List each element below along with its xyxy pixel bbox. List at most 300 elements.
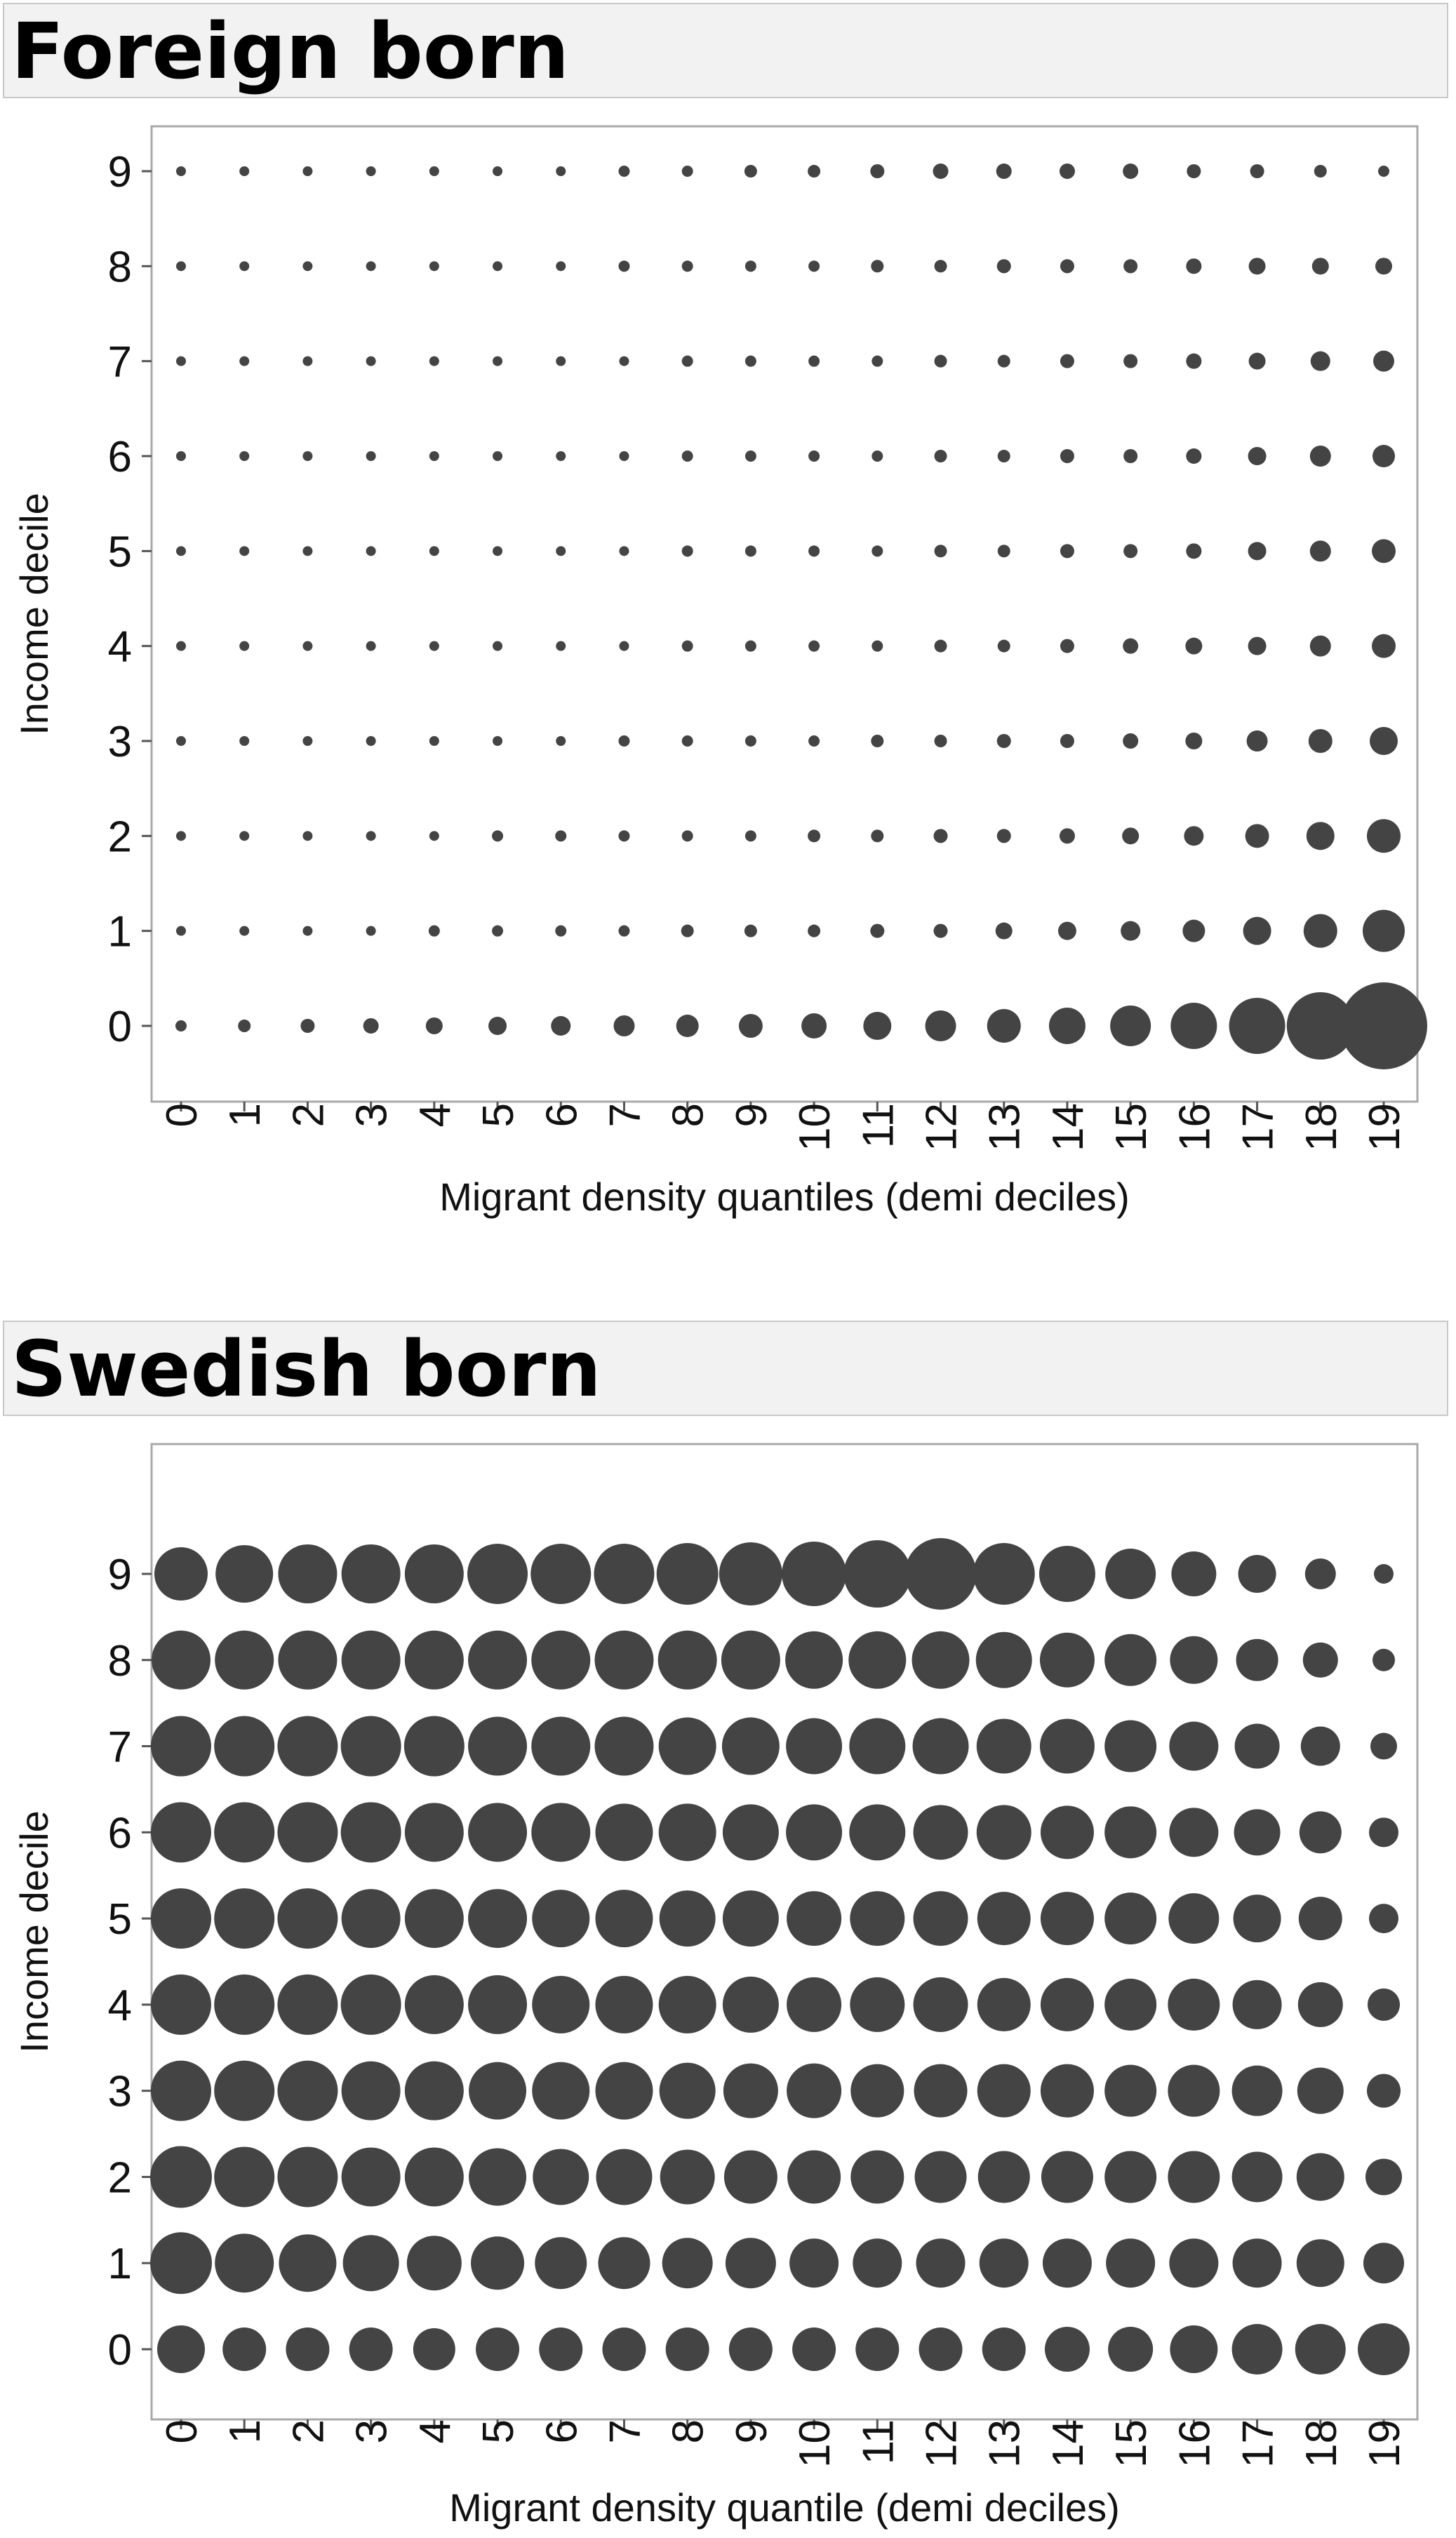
bubble-point <box>429 736 439 746</box>
x-tick-label: 14 <box>1043 2419 1093 2468</box>
y-tick-label: 5 <box>107 1895 132 1944</box>
bubble-point <box>987 1009 1021 1043</box>
bubble-point <box>1340 982 1427 1069</box>
bubble-point <box>277 2061 338 2121</box>
bubble-point <box>850 2064 904 2118</box>
y-tick-label: 8 <box>107 1636 132 1685</box>
bubble-point <box>349 2327 393 2371</box>
bubble-point <box>302 166 312 176</box>
x-tick-label: 5 <box>474 1103 523 1128</box>
bubble-point <box>853 2238 902 2287</box>
bubble-point <box>935 545 947 557</box>
panel-title-foreign: Foreign born <box>11 6 570 96</box>
bubble-point <box>176 261 186 271</box>
bubble-point <box>556 356 566 366</box>
bubble-point <box>405 2062 464 2120</box>
bubble-point <box>176 831 186 841</box>
bubble-point <box>1368 1989 1400 2021</box>
bubble-point <box>1123 163 1138 179</box>
bubble-point <box>808 165 820 178</box>
y-tick-label: 4 <box>107 622 132 672</box>
bubble-point <box>239 451 249 461</box>
bubble-point <box>745 356 756 367</box>
bubble-point <box>488 1017 507 1035</box>
bubble-point <box>302 451 312 461</box>
bubble-point <box>535 2237 587 2289</box>
bubble-point <box>935 735 947 747</box>
bubble-point <box>801 1013 827 1038</box>
bubble-point <box>998 355 1010 368</box>
bubble-point <box>1104 1979 1156 2031</box>
x-tick-label: 3 <box>347 2419 396 2444</box>
bubble-point <box>1310 540 1331 561</box>
bubble-point <box>808 450 820 462</box>
bubble-point <box>1169 1722 1218 1771</box>
bubble-point <box>1305 1558 1336 1589</box>
x-tick-label: 19 <box>1361 1103 1409 1151</box>
bubble-point <box>341 1716 401 1777</box>
bubble-point <box>1247 730 1268 752</box>
bubble-point <box>681 925 694 937</box>
bubble-point <box>1041 1892 1094 1945</box>
bubble-point <box>722 1718 780 1775</box>
bubble-point <box>493 166 502 176</box>
bubble-point <box>1298 1982 1343 2027</box>
bubble-point <box>1245 824 1269 848</box>
bubble-point <box>916 2238 966 2287</box>
bubble-point <box>1060 449 1074 463</box>
bubble-point <box>1104 1634 1156 1686</box>
bubble-point <box>1060 734 1074 748</box>
bubble-point <box>556 451 566 461</box>
bubble-point <box>1060 639 1074 653</box>
y-axis-title: Income decile <box>12 493 56 735</box>
bubble-point <box>682 641 693 652</box>
bubble-point <box>279 2234 336 2292</box>
bubble-point <box>1372 634 1396 658</box>
bubble-point <box>997 734 1011 748</box>
bubble-point <box>342 2147 401 2206</box>
bubble-point <box>214 1975 274 2035</box>
bubble-point <box>1104 1806 1156 1858</box>
bubble-point <box>556 261 566 271</box>
bubble-point <box>1168 1979 1220 2031</box>
bubble-point <box>905 1538 977 1610</box>
bubble-point <box>808 829 820 842</box>
bubble-point <box>239 736 249 746</box>
bubble-point <box>531 1631 590 1690</box>
bubble-point <box>302 356 312 366</box>
bubble-point <box>1040 1633 1095 1688</box>
bubble-point <box>682 166 693 177</box>
bubble-point <box>1367 2074 1401 2108</box>
bubble-point <box>1232 2324 1283 2375</box>
bubble-point <box>278 1544 337 1603</box>
y-axis-title: Income decile <box>12 1810 56 2053</box>
bubble-point <box>429 261 439 271</box>
bubble-point <box>1297 2239 1344 2287</box>
bubble-point <box>934 829 948 843</box>
bubble-point <box>1049 1008 1086 1044</box>
bubble-point <box>976 1632 1032 1688</box>
bubble-point <box>618 260 629 272</box>
bubble-point <box>151 2061 211 2121</box>
panel-title-banner-foreign <box>3 3 1448 98</box>
bubble-point <box>843 1540 911 1608</box>
bubble-point <box>657 1543 719 1605</box>
bubble-point <box>785 1631 843 1689</box>
bubble-point <box>786 1718 842 1775</box>
bubble-point <box>1041 1805 1094 1859</box>
bubble-point <box>935 640 947 653</box>
bubble-point <box>1363 2243 1404 2283</box>
bubble-point <box>1372 1649 1395 1671</box>
bubble-point <box>682 830 693 841</box>
bubble-point <box>1110 1006 1151 1046</box>
x-axis-title: Migrant density quantiles (demi deciles) <box>439 1175 1130 1219</box>
y-tick-label: 0 <box>107 2326 132 2375</box>
bubble-point <box>532 1976 589 2033</box>
bubble-point <box>998 545 1010 557</box>
bubble-point <box>808 735 820 747</box>
x-tick-label: 2 <box>284 2419 333 2444</box>
bubble-point <box>467 1544 528 1604</box>
bubble-point <box>619 356 629 366</box>
bubble-point <box>493 261 502 271</box>
bubble-point <box>745 641 756 652</box>
bubble-point <box>658 1631 717 1690</box>
bubble-point <box>1171 1551 1216 1596</box>
bubble-point <box>429 546 439 556</box>
bubble-point <box>913 1718 969 1775</box>
bubble-point <box>413 2328 455 2370</box>
bubble-point <box>871 641 883 652</box>
bubble-point <box>729 2327 773 2371</box>
bubble-point <box>1375 258 1392 274</box>
bubble-point <box>302 641 312 651</box>
bubble-point <box>1041 1978 1094 2031</box>
bubble-point <box>619 546 629 556</box>
bubble-point <box>176 736 186 746</box>
bubble-point <box>1186 543 1201 559</box>
bubble-point <box>745 735 756 747</box>
bubble-point <box>342 2062 401 2120</box>
x-tick-label: 18 <box>1297 1103 1346 1151</box>
bubble-point <box>214 1802 274 1862</box>
bubble-point <box>871 545 883 556</box>
bubble-point <box>277 1802 338 1862</box>
bubble-point <box>1311 352 1330 371</box>
x-tick-label: 12 <box>917 1103 966 1151</box>
bubble-point <box>492 926 503 937</box>
bubble-point <box>1238 1555 1276 1593</box>
bubble-point <box>982 2327 1026 2371</box>
bubble-point <box>1236 1639 1278 1681</box>
bubble-point <box>1248 637 1267 655</box>
bubble-point <box>1184 826 1203 846</box>
bubble-point <box>723 1804 779 1860</box>
bubble-point <box>1358 2323 1410 2375</box>
bubble-point <box>619 641 629 651</box>
bubble-point <box>1169 1808 1218 1857</box>
bubble-point <box>531 1717 590 1776</box>
bubble-point <box>745 545 756 556</box>
bubble-point <box>934 924 948 938</box>
bubble-point <box>302 261 312 271</box>
bubble-point <box>151 1975 211 2035</box>
bubble-point <box>556 641 566 651</box>
bubble-point <box>1104 2151 1156 2203</box>
bubble-point <box>682 545 693 556</box>
bubble-point <box>1122 827 1139 844</box>
bubble-point <box>176 641 186 651</box>
bubble-point <box>682 356 693 367</box>
bubble-point <box>555 926 566 937</box>
chart-foreign-born <box>0 98 1456 1235</box>
bubble-point <box>1060 544 1074 558</box>
bubble-point <box>996 163 1012 179</box>
bubble-point <box>744 925 757 937</box>
bubble-point <box>595 1803 653 1861</box>
bubble-point <box>1106 2238 1155 2287</box>
bubble-point <box>1304 914 1337 948</box>
bubble-point <box>176 166 186 176</box>
y-tick-label: 6 <box>107 433 132 481</box>
bubble-point <box>1370 727 1398 755</box>
bubble-point <box>598 2237 650 2289</box>
bubble-point <box>1104 2065 1156 2117</box>
bubble-point <box>429 641 439 651</box>
plot-frame <box>152 1444 1417 2419</box>
bubble-point <box>343 2235 399 2291</box>
bubble-point <box>787 2064 841 2118</box>
bubble-point <box>493 736 502 746</box>
y-tick-label: 1 <box>107 907 132 956</box>
bubble-point <box>659 1803 716 1861</box>
x-tick-label: 8 <box>664 2419 713 2444</box>
bubble-point <box>405 1544 464 1603</box>
bubble-point <box>1060 354 1074 368</box>
bubble-point <box>1307 822 1335 850</box>
bubble-point <box>719 1542 782 1605</box>
bubble-point <box>176 926 186 936</box>
bubble-point <box>792 2327 836 2371</box>
bubble-point <box>808 356 820 367</box>
bubble-point <box>850 1891 904 1946</box>
x-tick-label: 4 <box>410 2419 460 2444</box>
bubble-point <box>1301 1727 1340 1766</box>
x-tick-label: 17 <box>1234 2419 1283 2468</box>
bubble-point <box>302 736 312 746</box>
bubble-point <box>277 2146 338 2207</box>
bubble-point <box>1295 2324 1346 2375</box>
bubble-point <box>1363 910 1405 952</box>
bubble-point <box>849 1718 905 1775</box>
bubble-point <box>613 1015 634 1036</box>
bubble-point <box>493 641 502 651</box>
bubble-point <box>935 355 947 368</box>
bubble-point <box>1312 258 1329 274</box>
bubble-point <box>429 356 439 366</box>
bubble-point <box>215 1631 274 1690</box>
bubble-point <box>366 831 376 841</box>
bubble-point <box>1234 1809 1281 1855</box>
bubble-point <box>1105 1549 1156 1599</box>
x-tick-label: 6 <box>537 2419 587 2444</box>
bubble-point <box>405 1803 464 1862</box>
bubble-point <box>556 166 566 176</box>
bubble-point <box>855 2327 899 2371</box>
bubble-point <box>666 2327 709 2371</box>
bubble-point <box>871 735 883 747</box>
y-tick-label: 9 <box>107 1551 132 1599</box>
bubble-point <box>1185 638 1202 655</box>
bubble-point <box>789 2238 839 2287</box>
bubble-point <box>238 1020 251 1032</box>
bubble-point <box>176 451 186 461</box>
bubble-point <box>429 166 439 176</box>
bubble-point <box>469 2062 526 2120</box>
bubble-point <box>595 1976 653 2033</box>
x-tick-label: 10 <box>791 1103 840 1151</box>
bubble-point <box>808 925 820 937</box>
bubble-point <box>1250 164 1264 178</box>
bubble-point <box>682 450 693 462</box>
bubble-point <box>277 1888 338 1949</box>
bubble-point <box>618 166 629 177</box>
bubble-point <box>157 2325 205 2373</box>
x-tick-label: 7 <box>601 2419 650 2444</box>
bubble-point <box>1060 163 1075 179</box>
y-tick-label: 8 <box>107 243 132 292</box>
bubble-point <box>1169 2238 1218 2287</box>
bubble-point <box>1186 354 1201 369</box>
bubble-point <box>977 2064 1031 2118</box>
bubble-point <box>471 2236 524 2290</box>
bubble-point <box>1039 1546 1095 1602</box>
bubble-point <box>468 1717 527 1776</box>
bubble-point <box>1229 998 1285 1054</box>
x-tick-label: 13 <box>980 2419 1029 2468</box>
bubble-point <box>277 1975 338 2035</box>
bubble-point <box>1041 2151 1093 2203</box>
bubble-point <box>1235 1724 1280 1769</box>
bubble-point <box>1186 258 1201 274</box>
x-tick-label: 16 <box>1170 1103 1220 1151</box>
bubble-point <box>215 1545 273 1603</box>
bubble-point <box>493 356 502 366</box>
bubble-point <box>787 1891 841 1946</box>
bubble-point <box>787 2150 841 2203</box>
bubble-point <box>175 1020 187 1031</box>
bubble-point <box>426 1017 443 1034</box>
x-tick-label: 15 <box>1107 2419 1156 2468</box>
bubble-point <box>973 1543 1035 1605</box>
bubble-point <box>1243 917 1271 945</box>
bubble-point <box>407 2236 462 2290</box>
bubble-point <box>998 450 1010 462</box>
y-tick-label: 3 <box>107 718 132 766</box>
bubble-point <box>556 546 566 556</box>
bubble-point <box>176 546 186 556</box>
bubble-point <box>366 356 376 366</box>
bubble-point <box>997 829 1011 843</box>
bubble-point <box>1314 165 1327 178</box>
bubble-point <box>405 1975 464 2034</box>
bubble-point <box>1170 2325 1217 2373</box>
bubble-point <box>914 1977 968 2032</box>
x-tick-label: 5 <box>474 2419 523 2444</box>
bubble-point <box>1248 447 1267 465</box>
bubble-point <box>726 2238 776 2288</box>
bubble-point <box>1060 828 1075 843</box>
bubble-point <box>933 163 949 179</box>
bubble-point <box>808 641 820 652</box>
x-tick-label: 1 <box>221 2419 270 2444</box>
bubble-point <box>1108 2327 1153 2372</box>
bubble-point <box>1300 1811 1342 1853</box>
bubble-point <box>977 1892 1031 1945</box>
x-tick-label: 3 <box>347 1103 396 1128</box>
bubble-point <box>1123 544 1137 558</box>
x-tick-label: 15 <box>1107 1103 1156 1151</box>
bubble-point <box>1310 446 1331 467</box>
y-tick-label: 1 <box>107 2240 132 2289</box>
bubble-point <box>1303 1643 1338 1678</box>
x-tick-label: 2 <box>284 1103 333 1128</box>
bubble-point <box>532 1890 589 1947</box>
bubble-point <box>531 1803 590 1862</box>
bubble-point <box>618 926 629 937</box>
bubble-point <box>302 546 312 556</box>
bubble-point <box>532 2062 589 2120</box>
bubble-point <box>429 451 439 461</box>
bubble-point <box>978 2151 1030 2203</box>
bubble-point <box>405 1631 464 1690</box>
bubble-point <box>222 2327 266 2371</box>
bubble-point <box>404 1716 465 1777</box>
bubble-point <box>660 2063 716 2119</box>
bubble-point <box>602 2327 646 2371</box>
x-tick-label: 7 <box>601 1103 650 1128</box>
bubble-point <box>848 1631 906 1689</box>
bubble-point <box>739 1014 763 1038</box>
y-tick-label: 2 <box>107 813 132 862</box>
x-tick-label: 9 <box>727 2419 776 2444</box>
bubble-point <box>302 926 312 936</box>
x-tick-label: 16 <box>1170 2419 1220 2468</box>
bubble-point <box>870 164 884 178</box>
x-tick-label: 14 <box>1043 1103 1093 1151</box>
bubble-point <box>151 1802 211 1862</box>
bubble-point <box>239 641 249 651</box>
x-tick-label: 11 <box>854 1103 903 1149</box>
bubble-point <box>1187 164 1201 178</box>
plot-frame <box>152 126 1417 1102</box>
y-tick-label: 6 <box>107 1809 132 1858</box>
bubble-point <box>1249 353 1266 370</box>
bubble-point <box>214 2146 274 2207</box>
bubble-point <box>1232 2066 1283 2116</box>
bubble-point <box>286 2327 329 2371</box>
bubble-point <box>1058 922 1076 940</box>
bubble-point <box>429 831 439 841</box>
x-tick-label: 4 <box>410 1103 460 1128</box>
bubble-point <box>405 2147 464 2206</box>
bubble-point <box>1168 2065 1220 2117</box>
bubble-point <box>1233 1980 1282 2029</box>
bubble-point <box>278 1631 337 1690</box>
